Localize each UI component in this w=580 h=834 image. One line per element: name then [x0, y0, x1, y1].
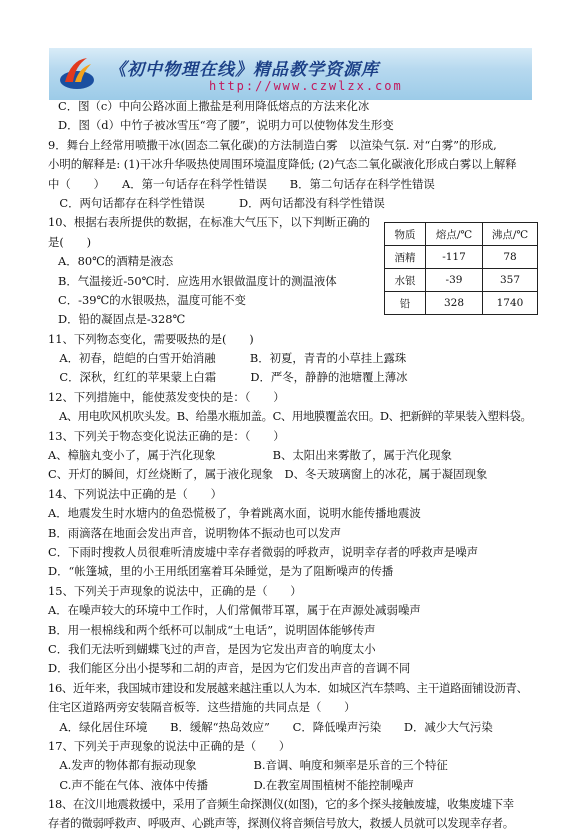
- table-cell: -117: [426, 246, 483, 269]
- q13-options-ab: A、樟脑丸变小了，属于汽化现象 B、太阳出来雾散了，属于汽化现象: [48, 448, 452, 463]
- q14-option-b: B．雨滴落在地面会发出声音，说明物体不振动也可以发声: [48, 525, 342, 540]
- table-header-row: [385, 223, 538, 246]
- q15-option-c: C．我们无法听到蝴蝶飞过的声音，是因为它发出声音的响度太小: [48, 641, 376, 656]
- q15-option-b: B．用一根棉线和两个纸杯可以制成“土电话”，说明固体能够传声: [48, 622, 376, 637]
- q18-stem-2: 存者的微弱呼救声、呼吸声、心跳声等，探测仪将音频信号放大，救援人员就可以发现幸存者。: [48, 816, 514, 831]
- q11-stem: 11、下列物态变化，需要吸热的是( ): [48, 331, 254, 346]
- q16-stem-2: 住宅区道路两旁安装隔音板等．这些措施的共同点是（ ）: [48, 700, 356, 715]
- table-row: [385, 246, 538, 269]
- q9-options-ab: 中（ ） A．第一句话存在科学性错误 B．第二句话存在科学性错误: [48, 176, 435, 191]
- table-header-cell: 物质: [385, 223, 426, 246]
- q15-option-d: D．我们能区分出小提琴和二胡的声音，是因为它们发出声音的音调不同: [48, 661, 411, 676]
- q14-option-d: D．“帐篷城，里的小王用纸团塞着耳朵睡觉，是为了阻断噪声的传播: [48, 564, 394, 579]
- q10-option-d: D．铅的凝固点是-328℃: [58, 312, 186, 327]
- header-banner: [49, 48, 532, 100]
- q8-option-c: C．图（c）中向公路冰面上撒盐是利用降低熔点的方法来化冰: [58, 99, 370, 113]
- table-header-cell: 熔点/℃: [426, 223, 483, 246]
- table-cell: 78: [483, 246, 538, 269]
- q10-option-c: C．-39℃的水银吸热，温度可能不变: [58, 292, 246, 307]
- melting-boiling-table: [384, 222, 538, 315]
- table-cell: 酒精: [385, 246, 426, 269]
- q12-options: A、用电吹风机吹头发。B、给墨水瓶加盖。C、用地膜覆盖农田。D、把新鲜的苹果装入塑料袋。: [48, 409, 532, 424]
- table-row: [385, 269, 538, 292]
- q9-stem-1: 9．舞台上经常用喷撒干冰(固态二氧化碳)的方法制造白雾 以渲染气氛. 对“白雾”的形成,: [48, 137, 497, 152]
- q16-options: A．绿化居住环境 B．缓解“热岛效应” C．降低噪声污染 D．减少大气污染: [48, 719, 493, 734]
- q11-options-cd: C．深秋，红红的苹果蒙上白霜 D．严冬，静静的池塘覆上薄冰: [48, 370, 408, 385]
- q16-stem-1: 16、近年来，我国城市建设和发展越来越注重以人为本．如城区汽车禁鸣、主干道路面铺设沥青、: [48, 680, 528, 695]
- q14-option-a: A．地震发生时水塘内的鱼恐慌极了，争着跳离水面，说明水能传播地震波: [48, 506, 421, 521]
- q17-options-cd: C.声不能在气体、液体中传播 D.在教室周围植树不能控制噪声: [48, 777, 414, 792]
- q10-option-a: A．80℃的酒精是液态: [58, 254, 174, 269]
- table-header-cell: 沸点/℃: [483, 223, 538, 246]
- q9-stem-2: 小明的解释是: (1)干冰升华吸热使周围环境温度降低; (2)气态二氧化碳液化形成白雾以上解释: [48, 157, 517, 172]
- q17-stem: 17、下列关于声现象的说法中正确的是（ ）: [48, 738, 291, 753]
- banner-title: 《初中物理在线》精品教学资源库: [109, 60, 379, 80]
- q11-options-ab: A．初春，皑皑的白雪开始消融 B．初夏，青青的小草挂上露珠: [48, 351, 407, 366]
- table-cell: -39: [426, 269, 483, 292]
- q13-stem: 13、下列关于物态变化说法正确的是：（ ）: [48, 428, 285, 443]
- q15-option-a: A．在噪声较大的环境中工作时，人们常佩带耳罩，属于在声源处减弱噪声: [48, 603, 421, 618]
- logo-icon: [57, 54, 97, 94]
- q9-options-cd: C．两句话都存在科学性错误 D．两句话都没有科学性错误: [48, 195, 385, 210]
- q14-stem: 14、下列说法中正确的是（ ）: [48, 486, 222, 501]
- table-cell: 水银: [385, 269, 426, 292]
- q13-options-cd: C、开灯的瞬间，灯丝烧断了，属于液化现象 D、冬天玻璃窗上的冰花，属于凝固现象: [48, 467, 488, 482]
- q18-stem-1: 18、在汶川地震救援中，采用了音频生命探测仪(如图)，它的多个探头接触废墟，收集废墟下幸: [48, 797, 514, 812]
- table-row: [385, 292, 538, 315]
- q15-stem: 15、下列关于声现象的说法中，正确的是（ ）: [48, 583, 302, 598]
- banner-url[interactable]: http://www.czwlzx.com: [209, 79, 403, 93]
- exam-content: [48, 97, 538, 834]
- table-cell: 铅: [385, 292, 426, 315]
- q10-option-b: B．气温接近-50℃时．应选用水银做温度计的测温液体: [58, 273, 337, 288]
- table-cell: 1740: [483, 292, 538, 315]
- q10-stem-1: 10、根据右表所提供的数据，在标准大气压下，以下判断正确的: [48, 215, 371, 230]
- table-cell: 357: [483, 269, 538, 292]
- table-cell: 328: [426, 292, 483, 315]
- q14-option-c: C．下雨时搜救人员很难听清废墟中幸存者微弱的呼救声，说明幸存者的呼救声是噪声: [48, 544, 479, 559]
- q8-option-d: D．图（d）中竹子被冰雪压“弯了腰”，说明力可以使物体发生形变: [58, 118, 394, 133]
- q12-stem: 12、下列措施中，能使蒸发变快的是：（ ）: [48, 389, 285, 404]
- q10-stem-2: 是( ): [48, 234, 92, 249]
- q17-options-ab: A.发声的物体都有振动现象 B.音调、响度和频率是乐音的三个特征: [48, 758, 448, 773]
